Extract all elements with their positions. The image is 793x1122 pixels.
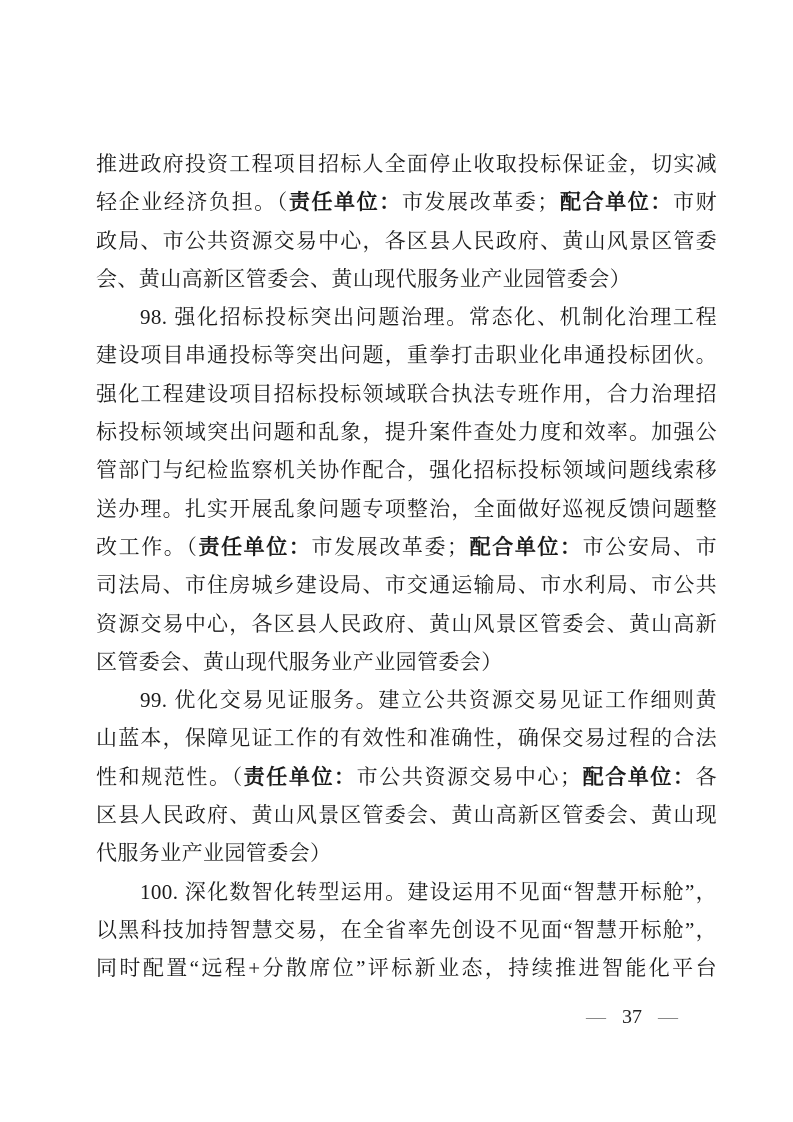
text-line bbox=[96, 911, 717, 949]
text-line bbox=[96, 451, 717, 489]
text-run: 改工作。（ bbox=[96, 534, 199, 559]
text-run: 送办理。扎实开展乱象问题专项整治，全面做好巡视反馈问题整 bbox=[96, 496, 717, 521]
text-line bbox=[96, 528, 717, 566]
text-line bbox=[96, 834, 717, 872]
text-line bbox=[96, 758, 717, 796]
text-run: 标投标领域突出问题和乱象，提升案件查处力度和效率。加强公 bbox=[96, 420, 717, 445]
text-run: 市公安局、市 bbox=[582, 534, 718, 559]
text-run: 同时配置“远程+分散席位”评标新业态，持续推进智能化平台 bbox=[96, 956, 717, 981]
text-run: 推进政府投资工程项目招标人全面停止收取投标保证金，切实减 bbox=[96, 152, 717, 176]
text-run: 市公共资源交易中心； bbox=[356, 764, 582, 789]
unit-label-bold: 配合单位： bbox=[581, 764, 696, 789]
text-line bbox=[96, 336, 717, 374]
text-line bbox=[96, 719, 717, 757]
text-line bbox=[96, 183, 717, 221]
text-run: 100. 深化数智化转型运用。建设运用不见面“智慧开标舱”， bbox=[140, 879, 717, 904]
text-line bbox=[96, 873, 717, 911]
unit-label-bold: 责任单位： bbox=[198, 534, 312, 559]
text-run: 轻企业经济负担。（ bbox=[96, 190, 289, 215]
text-line bbox=[96, 605, 717, 643]
text-run: 资源交易中心，各区县人民政府、黄山风景区管委会、黄山高新 bbox=[96, 611, 717, 636]
footer-dash-left: — bbox=[586, 1006, 606, 1028]
text-line bbox=[96, 490, 717, 528]
text-line bbox=[96, 566, 717, 604]
text-line bbox=[96, 375, 717, 413]
text-run: 管部门与纪检监察机关协作配合，强化招标投标领域问题线索移 bbox=[96, 458, 717, 483]
text-run: 区管委会、黄山现代服务业产业园管委会） bbox=[96, 649, 503, 674]
text-line bbox=[96, 413, 717, 451]
text-run: 建设项目串通投标等突出问题，重拳打击职业化串通投标团伙。 bbox=[96, 343, 717, 368]
text-run: 性和规范性。（ bbox=[96, 764, 244, 789]
text-line bbox=[96, 145, 717, 183]
text-run: 强化工程建设项目招标投标领域联合执法专班作用，合力治理招 bbox=[96, 381, 717, 406]
text-line bbox=[96, 298, 717, 336]
text-line bbox=[96, 260, 717, 298]
text-line bbox=[96, 222, 717, 260]
text-run: 市发展改革委； bbox=[401, 190, 559, 215]
text-run: 市财 bbox=[673, 190, 717, 215]
text-run: 区县人民政府、黄山风景区管委会、黄山高新区管委会、黄山现 bbox=[96, 803, 717, 828]
document-body bbox=[96, 145, 717, 988]
text-line bbox=[96, 681, 717, 719]
text-run: 各 bbox=[695, 764, 718, 789]
unit-label-bold: 配合单位： bbox=[558, 190, 673, 215]
text-run: 会、黄山高新区管委会、黄山现代服务业产业园管委会） bbox=[96, 266, 631, 291]
footer-dash-right: — bbox=[658, 1006, 678, 1028]
unit-label-bold: 责任单位： bbox=[288, 190, 402, 215]
text-line bbox=[96, 643, 717, 681]
text-run: 政局、市公共资源交易中心，各区县人民政府、黄山风景区管委 bbox=[96, 228, 717, 253]
text-run: 山蓝本，保障见证工作的有效性和准确性，确保交易过程的合法 bbox=[96, 726, 717, 751]
text-line bbox=[96, 796, 717, 834]
page-number: 37 bbox=[622, 1006, 642, 1028]
text-run: 99. 优化交易见证服务。建立公共资源交易见证工作细则黄 bbox=[140, 688, 717, 713]
text-run: 代服务业产业园管委会） bbox=[96, 841, 332, 866]
text-run: 市发展改革委； bbox=[311, 534, 469, 559]
text-run: 98. 强化招标投标突出问题治理。常态化、机制化治理工程 bbox=[140, 305, 717, 330]
text-run: 以黑科技加持智慧交易，在全省率先创设不见面“智慧开标舱”， bbox=[96, 917, 717, 942]
unit-label-bold: 配合单位： bbox=[468, 534, 583, 559]
text-run: 司法局、市住房城乡建设局、市交通运输局、市水利局、市公共 bbox=[96, 573, 717, 598]
text-line bbox=[96, 949, 717, 987]
unit-label-bold: 责任单位： bbox=[243, 764, 357, 789]
page-footer bbox=[586, 1006, 678, 1029]
